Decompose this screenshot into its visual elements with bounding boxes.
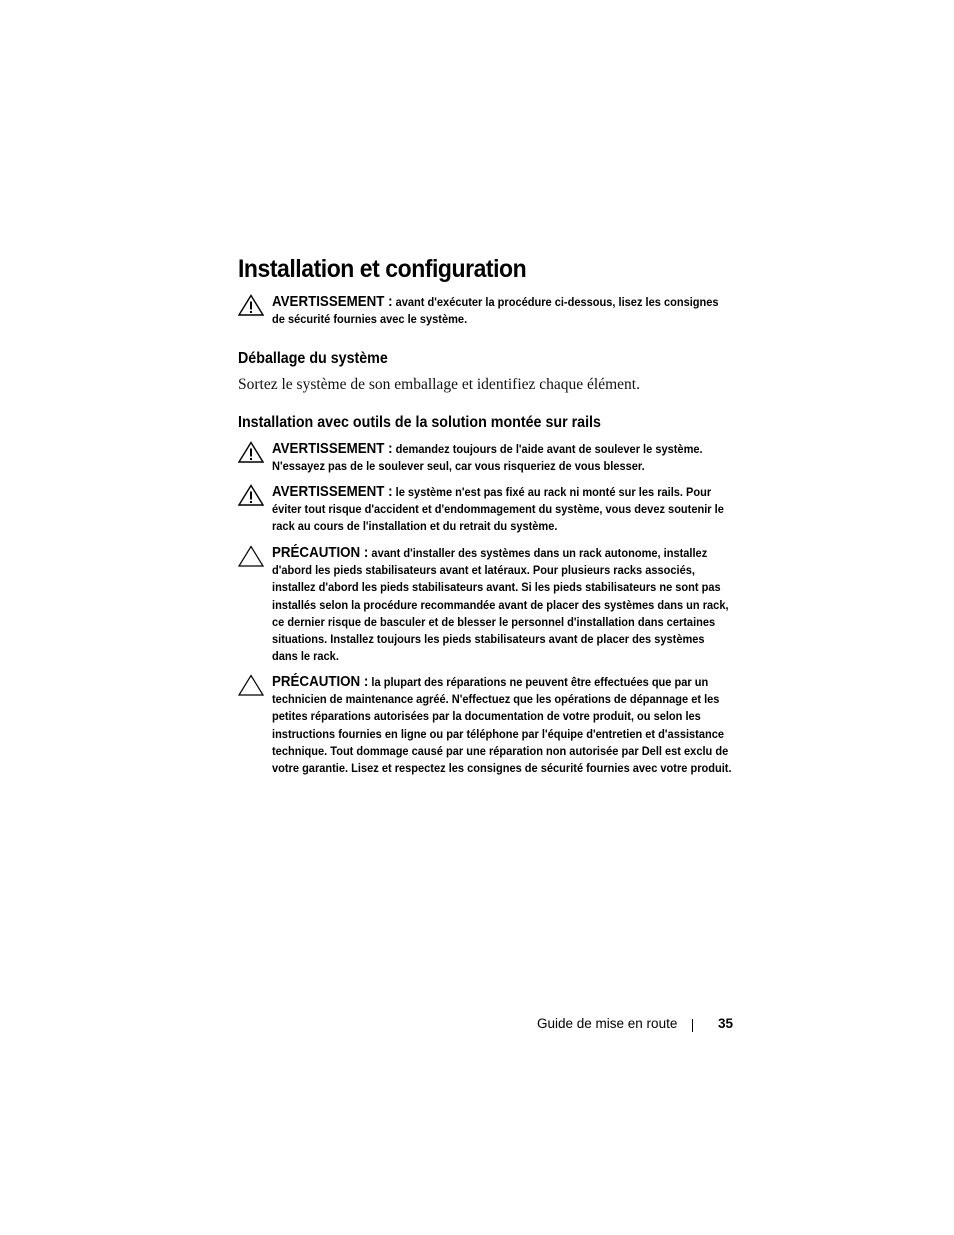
- notice-text: le système n'est pas fixé au rack ni monté sur les rails. Pour éviter tout risque d'accident et d'endommagement du système, vous devez soutenir le rack au cours de l'installation et du retrait du système.: [272, 485, 724, 534]
- warning-notice-intro: [238, 294, 778, 328]
- section-heading-rails: Installation avec outils de la solution montée sur rails: [238, 414, 601, 431]
- notice-text: la plupart des réparations ne peuvent être effectuées que par un technicien de maintenance agréé. N'effectuez que les opérations de dépannage et les petites réparations autorisées par la documentation de votre produit, ou selon les instructions fournies en ligne ou par téléphone par l'équipe d'entretien et d'assistance technique. Tout dommage causé par une réparation non autorisée par Dell est exclu de votre garantie. Lisez et respectez les consignes de sécurité fournies avec votre produit.: [272, 675, 732, 776]
- warning-notice-lift: [238, 441, 778, 475]
- notice-label: PRÉCAUTION :: [272, 674, 369, 690]
- footer-guide-title: Guide de mise en route: [537, 1016, 678, 1031]
- section-heading-unpack: Déballage du système: [238, 350, 388, 367]
- notice-text: avant d'exécuter la procédure ci-dessous, lisez les consignes de sécurité fournies avec le système.: [272, 295, 719, 327]
- notice-label: AVERTISSEMENT :: [272, 484, 393, 500]
- warning-triangle-icon: [238, 441, 264, 463]
- notice-text: avant d'installer des systèmes dans un rack autonome, installez d'abord les pieds stabilisateurs avant et latéraux. Pour plusieurs racks associés, installez d'abord les pieds stabilisateurs avant. Si les pieds stabilisateurs ne sont pas installés selon la procédure recommandée avant de placer des systèmes dans un rack, ce dernier risque de basculer et de blesser le personnel d'installation dans certaines situations. Installez toujours les pieds stabilisateurs avant de placer des systèmes dans le rack.: [272, 546, 729, 664]
- warning-triangle-icon: [238, 484, 264, 506]
- notice-label: AVERTISSEMENT :: [272, 441, 393, 457]
- notice-label: PRÉCAUTION :: [272, 545, 369, 561]
- warning-triangle-icon: [238, 294, 264, 316]
- notice-text: demandez toujours de l'aide avant de soulever le système. N'essayez pas de le soulever seul, car vous risqueriez de vous blesser.: [272, 442, 703, 474]
- page-title: Installation et configuration: [238, 255, 527, 283]
- caution-notice-repairs: [238, 674, 778, 777]
- section-body-unpack: Sortez le système de son emballage et identifiez chaque élément.: [238, 376, 640, 393]
- footer-separator: [692, 1019, 693, 1032]
- caution-triangle-icon: [238, 674, 264, 696]
- notice-label: AVERTISSEMENT :: [272, 294, 393, 310]
- warning-notice-rack: [238, 484, 778, 536]
- page-number: 35: [718, 1016, 734, 1031]
- caution-notice-stabilizers: [238, 545, 778, 665]
- caution-triangle-icon: [238, 545, 264, 567]
